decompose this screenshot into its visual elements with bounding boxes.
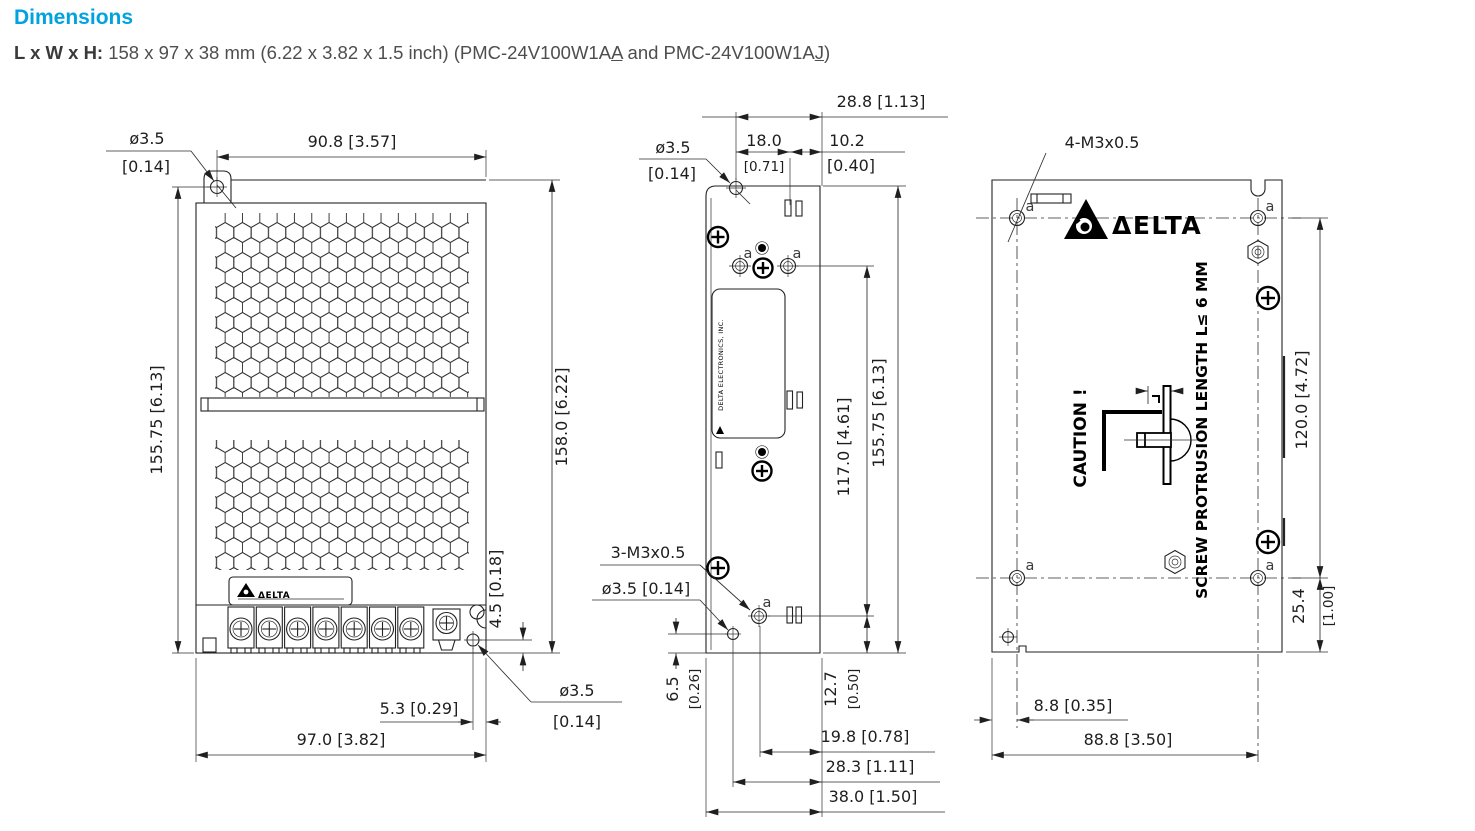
delta-logo (1064, 199, 1202, 240)
dim-side-offset-bottom-v: 6.5 (663, 676, 682, 702)
side-view-drawing (592, 92, 948, 817)
dim-side-stack-2: 28.3 [1.11] (825, 757, 915, 776)
terminal-cells (228, 607, 424, 653)
hole-a-label: a (1025, 199, 1035, 215)
dim-side-height-total: 155.75 [6.13] (869, 358, 888, 468)
phillips-screw-icon (754, 259, 773, 278)
dim-back-height-bottom-inch: [1.00] (1321, 585, 1337, 627)
keyhole-slot (1031, 194, 1071, 203)
front-logo-text: ΔELTA (258, 591, 291, 601)
dim-back-width-holes: 88.8 [3.50] (1083, 730, 1173, 749)
dim-side-thread-spec: 3-M3x0.5 (610, 543, 686, 562)
vent-slot (796, 607, 802, 623)
delta-triangle-icon (716, 426, 724, 434)
back-view-drawing (974, 133, 1337, 762)
vent-slot (797, 392, 803, 408)
hole-a-label: a (1025, 558, 1035, 574)
caution-screw-diagram (1104, 386, 1198, 484)
vent-slot (716, 452, 722, 468)
hole-a-label: a (743, 246, 753, 262)
hex-nut-icon (1165, 551, 1185, 574)
divider-bar (201, 398, 484, 411)
model-a-underline: A (611, 42, 623, 63)
hole-a-label: a (762, 595, 772, 611)
pin-dot (758, 448, 766, 456)
dim-front-width-top: 90.8 [3.57] (307, 132, 397, 151)
dim-back-height-holes: 120.0 [4.72] (1292, 350, 1311, 450)
dim-front-hole-bottom: ø3.5 (559, 681, 595, 700)
back-logo-text: ΔELTA (1112, 211, 1203, 240)
adjust-potentiometer (433, 609, 460, 650)
dim-side-hole-bottom: ø3.5 [0.14] (601, 579, 691, 598)
dim-front-hole-offset-h: 5.3 [0.29] (379, 699, 459, 718)
model-j-underline: J (814, 42, 824, 63)
dim-side-pitch-top-inch: [0.71] (743, 159, 785, 175)
pin-dot (758, 244, 766, 252)
dim-back-offset-left: 8.8 [0.35] (1033, 696, 1113, 715)
dim-front-hole-top-inch: [0.14] (121, 157, 171, 176)
hole-a-label: a (1265, 558, 1275, 574)
front-view-drawing (106, 129, 622, 762)
dim-side-stack-3: 38.0 [1.50] (828, 787, 918, 806)
terminal-block (196, 605, 486, 653)
side-label-text: DELTA ELECTRONICS, INC. (717, 319, 725, 411)
dim-front-hole-offset-v: 4.5 [0.18] (486, 549, 505, 629)
dim-side-stack-1: 19.8 [0.78] (820, 727, 910, 746)
dim-front-hole-top: ø3.5 (129, 129, 165, 148)
dim-side-hole-top: ø3.5 (655, 138, 691, 157)
product-label (229, 577, 352, 605)
back-body (992, 180, 1282, 652)
hole-a-label: a (1265, 199, 1275, 215)
dim-side-pitch-top: 18.0 (746, 131, 782, 150)
phillips-screw-icon (1257, 531, 1279, 553)
dim-side-hole-top-inch: [0.14] (647, 164, 697, 183)
vent-panel-upper (215, 213, 469, 397)
vent-slot (787, 391, 793, 409)
spec-value: 158 x 97 x 38 mm (6.22 x 3.82 x 1.5 inch) (PMC-24V100W1A (103, 42, 612, 63)
caution-title: CAUTION ! (1071, 388, 1091, 488)
spec-mid: and PMC-24V100W1A (622, 42, 815, 63)
mounting-hole-bottom (725, 626, 741, 642)
dim-front-height-right: 158.0 [6.22] (552, 367, 571, 467)
caution-note: SCREW PROTRUSION LENGTH L≤ 6 MM (1193, 261, 1211, 599)
dim-front-height-left: 155.75 [6.13] (147, 365, 166, 475)
dim-side-offset-bottom-v-inch: [0.26] (687, 668, 703, 710)
dim-back-height-bottom: 25.4 (1289, 588, 1308, 624)
vent-panel-lower (215, 440, 469, 570)
hole-a-label: a (792, 246, 802, 262)
dim-side-edge-top: 10.2 (829, 131, 865, 150)
phillips-screw-icon (1257, 287, 1279, 309)
spec-label: L x W x H: (14, 42, 104, 63)
spec-end: ) (823, 42, 831, 63)
dim-side-offset-bottom-r: 12.7 (821, 671, 840, 707)
dim-side-offset-bottom-r-inch: [0.50] (846, 668, 862, 710)
page-title: Dimensions (14, 6, 134, 29)
mounting-hole-top (726, 178, 746, 198)
vent-slot (796, 201, 802, 216)
dim-side-width-top: 28.8 [1.13] (836, 92, 926, 111)
dim-front-width-bottom: 97.0 [3.82] (296, 730, 386, 749)
phillips-screw-icon (753, 462, 772, 481)
side-body (706, 186, 820, 653)
dim-side-edge-top-inch: [0.40] (826, 156, 876, 175)
dim-back-thread-spec: 4-M3x0.5 (1064, 133, 1140, 152)
dim-side-height-holes: 117.0 [4.61] (834, 397, 853, 497)
bottom-left-tab (203, 638, 216, 652)
dim-front-hole-bottom-inch: [0.14] (552, 712, 602, 731)
vent-slot (787, 607, 793, 623)
side-product-label (712, 289, 785, 438)
pilot-hole (999, 628, 1017, 646)
